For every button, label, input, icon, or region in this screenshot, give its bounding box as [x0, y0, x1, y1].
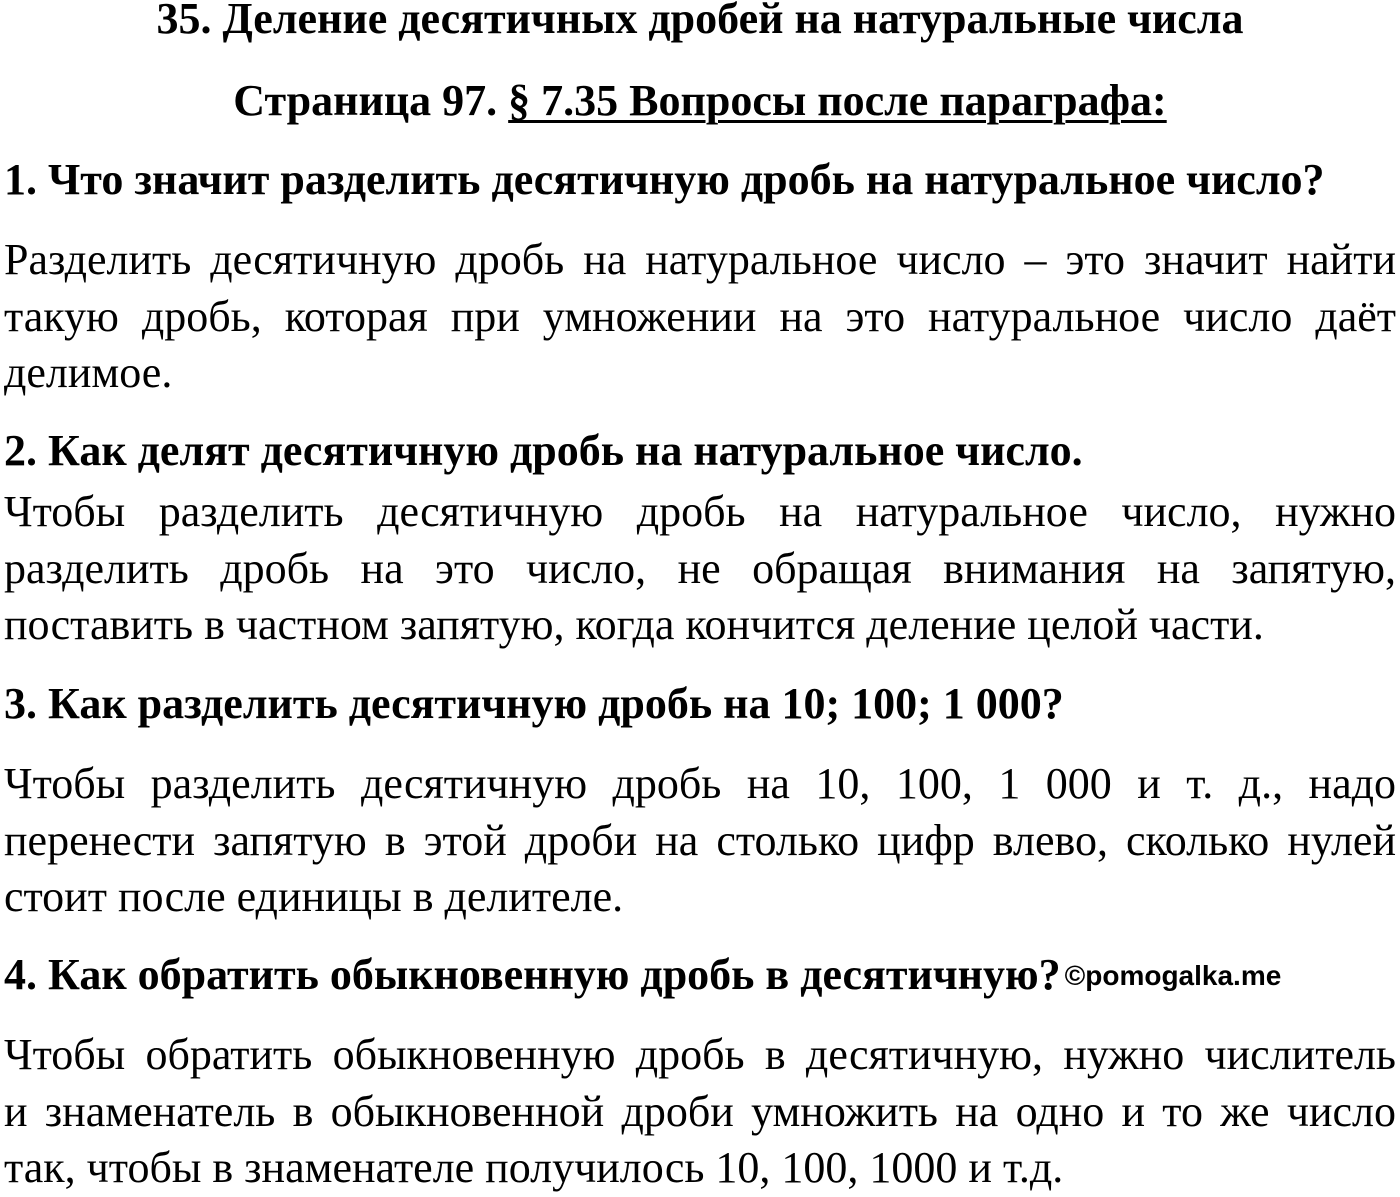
answer-4-line-2: и знаменатель в обыкновенной дроби умножить на одно и то же число	[4, 1086, 1396, 1136]
answer-1-line-3: делимое.	[4, 348, 173, 397]
question-4-text: 4. Как обратить обыкновенную дробь в десятичную?	[4, 950, 1061, 999]
answer-4-line-1: Чтобы обратить обыкновенную дробь в десятичную, нужно числитель	[4, 1030, 1396, 1079]
answer-2-line-2: разделить дробь на это число, не обращая внимания на запятую,	[4, 543, 1396, 593]
answer-2	[4, 484, 1396, 654]
answer-3-line-2: перенести запятую в этой дроби на столько цифр влево, сколько нулей	[4, 815, 1396, 865]
answer-2-line-3: поставить в частном запятую, когда кончится деление целой части.	[4, 600, 1264, 649]
answer-1	[4, 232, 1396, 402]
section-link: § 7.35 Вопросы после параграфа:	[508, 76, 1167, 125]
question-4	[4, 952, 1396, 999]
question-3: 3. Как разделить десятичную дробь на 10; 100; 1 000?	[4, 679, 1064, 728]
answer-3-line-1: Чтобы разделить десятичную дробь на 10, 100, 1 000 и т. д., надо	[4, 759, 1396, 808]
answer-1-line-2: такую дробь, которая при умножении на это натуральное число даёт	[4, 291, 1396, 341]
answer-2-line-1: Чтобы разделить десятичную дробь на натуральное число, нужно	[4, 487, 1396, 536]
page-ref-prefix: Страница 97.	[233, 76, 509, 125]
answer-3	[4, 756, 1396, 926]
answer-3-line-3: стоит после единицы в делителе.	[4, 872, 624, 921]
question-2: 2. Как делят десятичную дробь на натуральное число.	[4, 426, 1083, 475]
question-1: 1. Что значит разделить десятичную дробь на натуральное число?	[4, 155, 1325, 204]
watermark: ©pomogalka.me	[1064, 960, 1282, 991]
page-title: 35. Деление десятичных дробей на натуральные числа	[156, 0, 1244, 43]
answer-4	[4, 1027, 1396, 1197]
answer-1-line-1: Разделить десятичную дробь на натуральное число – это значит найти	[4, 235, 1396, 284]
page-reference	[0, 78, 1400, 124]
answer-4-line-3: так, чтобы в знаменателе получилось 10, 100, 1000 и т.д.	[4, 1143, 1064, 1192]
